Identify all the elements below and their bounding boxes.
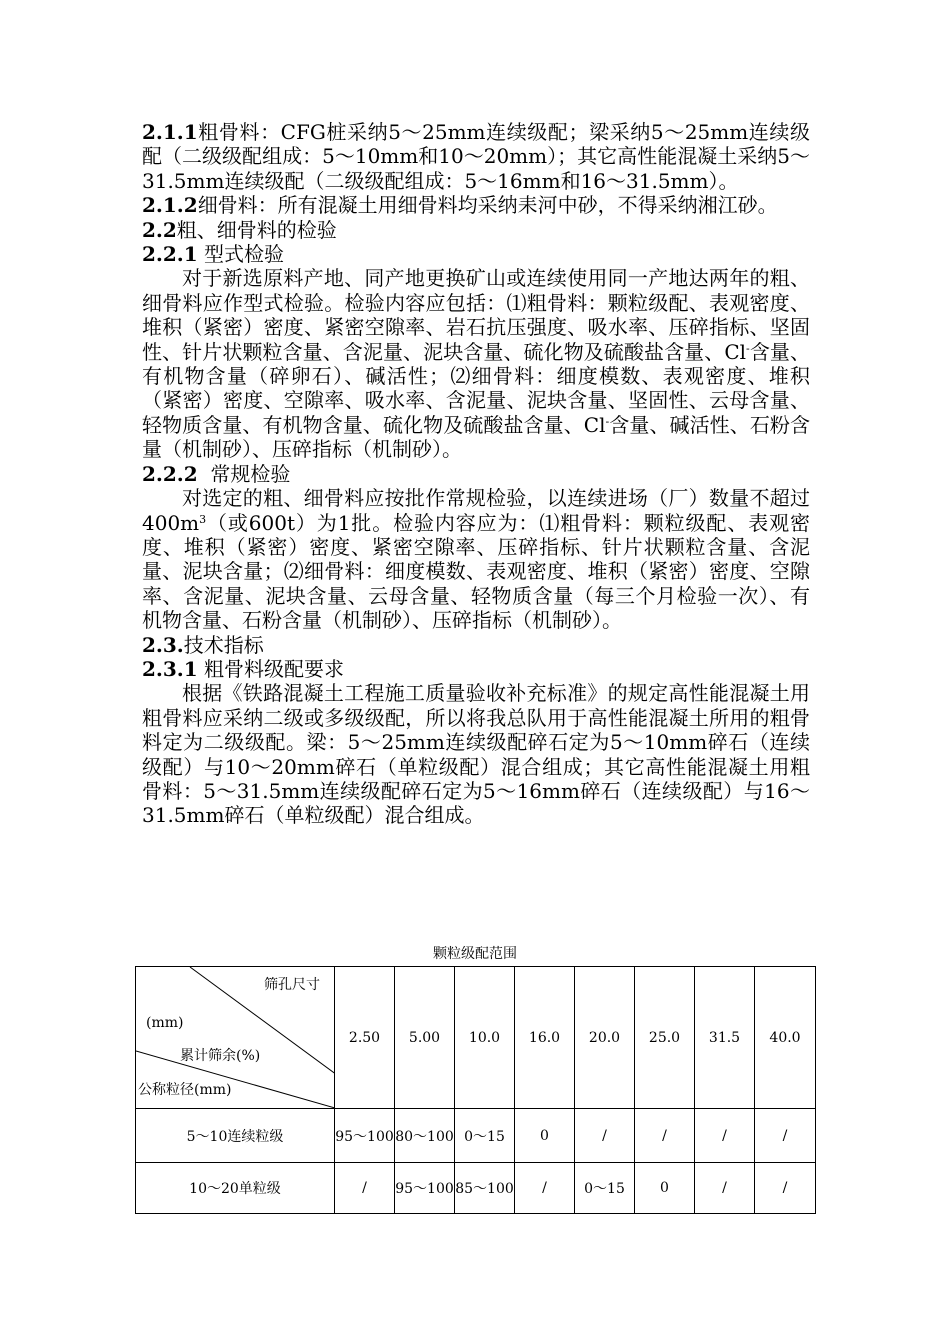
table-cell: / <box>515 1163 575 1214</box>
paragraph-text: 根据《铁路混凝土工程施工质量验收补充标准》的规定高性能混凝土用粗骨料应采纳二级或多级级配，所以将我总队用于高性能混凝土所用的粗骨料定为二级级配。梁：5～25mm连续级配碎石定为5～10mm碎石（连续级配）与10～20mm碎石（单粒级配）混合组成；其它高性能混凝土用粗骨料：5～31.5mm连续级配碎石定为5～16mm碎石（连续级配）与16～31.5mm碎石（单粒级配）混合组成。 <box>142 681 810 828</box>
section-number: 2.1.1 <box>142 120 198 144</box>
section-number: 2.2.1 <box>142 242 198 267</box>
section-number: 2.2 <box>142 217 177 242</box>
header-cell: 2.50 <box>335 967 395 1109</box>
grading-table <box>135 966 816 1214</box>
paragraph-text: 含量、有机物含量（碎卵石）、碱活性；⑵细骨料：细度模数、表观密度、堆积（紧密）密度、空隙率、吸水率、含泥量、泥块含量、坚固性、云母含量、轻物质含量、有机物含量、硫化物及硫酸盐含量、Cl <box>142 339 811 437</box>
routine-inspection-paragraph <box>142 486 810 632</box>
table-cell: 0 <box>635 1163 695 1214</box>
table-header-row <box>136 967 816 1109</box>
table-cell: 95～100 <box>335 1109 395 1163</box>
cumulative-residue-label: 累计筛余(%) <box>180 1048 261 1064</box>
paragraph-text: 含量、碱活性、石粉含量（机制砂）、压碎指标（机制砂）。 <box>142 412 811 462</box>
table-cell: / <box>635 1109 695 1163</box>
unit-label: (mm) <box>146 1015 184 1031</box>
section-number: 2.3.1 <box>142 656 198 681</box>
header-cell: 5.00 <box>395 967 455 1109</box>
paragraph-text: 对选定的粗、细骨料应按批作常规检验，以连续进场（厂）数量不超过400m <box>142 486 810 535</box>
section-2-2-heading <box>142 218 810 242</box>
table-cell: / <box>695 1163 755 1214</box>
section-number: 2.3. <box>142 632 184 657</box>
section-2-3-heading <box>142 633 810 657</box>
header-cell: 31.5 <box>695 967 755 1109</box>
header-cell: 40.0 <box>755 967 816 1109</box>
section-2-2-2-heading <box>142 462 810 486</box>
sieve-size-label: 筛孔尺寸 <box>264 977 320 993</box>
section-number: 2.1.2 <box>142 193 198 218</box>
nominal-size-label: 公称粒径(mm) <box>138 1082 232 1098</box>
section-text: 细骨料：所有混凝土用细骨料均采纳耒河中砂，不得采纳湘江砂。 <box>197 193 778 218</box>
superscript: - <box>746 341 750 355</box>
row-label: 5～10连续粒级 <box>136 1109 335 1163</box>
table-cell: / <box>755 1163 816 1214</box>
section-text: 粗骨料：CFG桩采纳5～25mm连续级配；梁采纳5～25mm连续级配（二级级配组成：5～10mm和10～20mm）；其它高性能混凝土采纳5～31.5mm连续级配（二级级配组成：5～16mm和16～31.5mm）。 <box>142 120 810 193</box>
diagonal-header-cell <box>136 967 335 1109</box>
table-cell: 0～15 <box>455 1109 515 1163</box>
table-cell: 80～100 <box>395 1109 455 1163</box>
table-caption: 颗粒级配范围 <box>433 946 517 962</box>
superscript: 3 <box>199 512 207 526</box>
paragraph-text: （或600t）为1批。检验内容应为：⑴粗骨料：颗粒级配、表观密度、堆积（紧密）密度、紧密空隙率、压碎指标、针片状颗粒含量、含泥量、泥块含量；⑵细骨料：细度模数、表观密度、堆积（紧密）密度、空隙率、含泥量、泥块含量、云母含量、轻物质含量（每三个月检验一次）、有机物含量、石粉含量（机制砂）、压碎指标（机制砂）。 <box>142 510 810 633</box>
section-text: 粗、细骨料的检验 <box>176 217 337 242</box>
table-row <box>136 1109 816 1163</box>
section-2-2-1-heading <box>142 242 810 266</box>
table-row <box>136 1163 816 1214</box>
section-2-3-1-heading <box>142 657 810 681</box>
table-cell: 0 <box>515 1109 575 1163</box>
row-label: 10～20单粒级 <box>136 1163 335 1214</box>
section-2-1-1 <box>142 120 810 193</box>
type-inspection-paragraph <box>142 266 810 461</box>
paragraph-text: 对于新选原料产地、同产地更换矿山或连续使用同一产地达两年的粗、细骨料应作型式检验。检验内容应包括：⑴粗骨料：颗粒级配、表观密度、堆积（紧密）密度、紧密空隙率、岩石抗压强度、吸水率、压碎指标、坚固性、针片状颗粒含量、含泥量、泥块含量、硫化物及硫酸盐含量、Cl <box>142 266 810 364</box>
section-text: 粗骨料级配要求 <box>197 656 345 681</box>
section-number: 2.2.2 <box>142 461 198 486</box>
section-text: 型式检验 <box>197 242 285 267</box>
section-2-1-2 <box>142 193 810 217</box>
header-cell: 20.0 <box>575 967 635 1109</box>
table-cell: / <box>335 1163 395 1214</box>
superscript: - <box>605 414 610 428</box>
table-cell: 85～100 <box>455 1163 515 1214</box>
table-cell: 95～100 <box>395 1163 455 1214</box>
table-cell: / <box>575 1109 635 1163</box>
grading-requirement-paragraph <box>142 681 810 827</box>
table-cell: / <box>755 1109 816 1163</box>
section-text: 常规检验 <box>197 461 291 486</box>
document-body <box>142 120 810 828</box>
header-cell: 10.0 <box>455 967 515 1109</box>
table-cell: 0～15 <box>575 1163 635 1214</box>
section-text: 技术指标 <box>183 632 264 657</box>
table-cell: / <box>695 1109 755 1163</box>
header-cell: 16.0 <box>515 967 575 1109</box>
header-cell: 25.0 <box>635 967 695 1109</box>
